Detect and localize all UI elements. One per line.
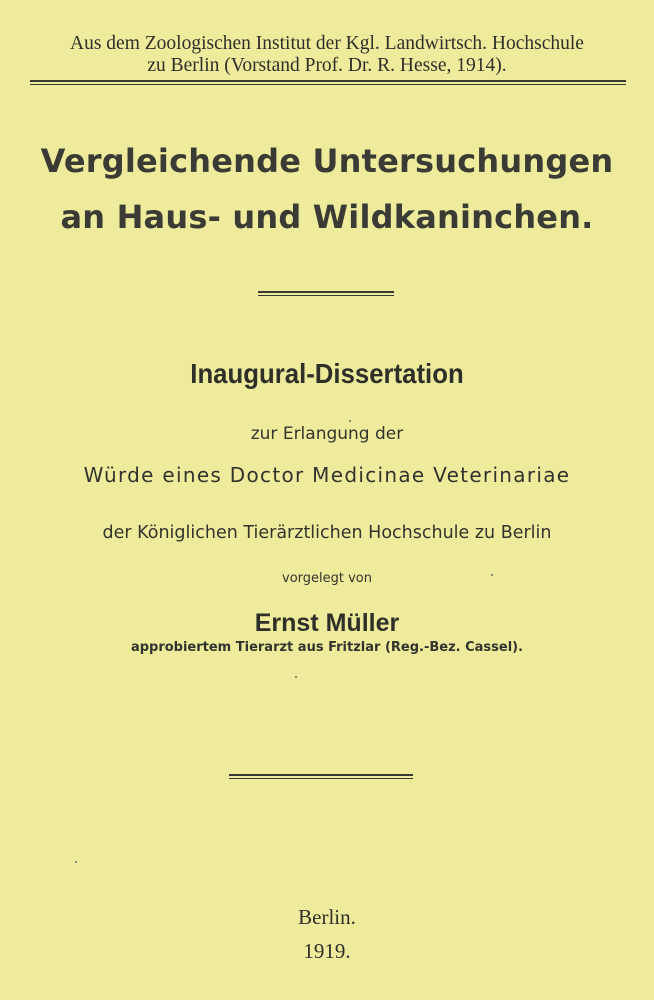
paper-speck: [295, 676, 297, 678]
degree-title: Würde eines Doctor Medicinae Veterinariae: [83, 463, 571, 487]
dissertation-label: Inaugural-Dissertation: [190, 358, 464, 389]
paper-speck: [349, 420, 351, 422]
submitted-by-label: vorgelegt von: [282, 571, 372, 586]
author-description: approbiertem Tierarzt aus Fritzlar (Reg.-Bez. Cassel).: [130, 640, 524, 655]
footer-separator-rule: [229, 774, 413, 779]
title-separator-rule: [258, 291, 394, 296]
imprint-year: 1919.: [303, 939, 351, 963]
header-institute-line-2: zu Berlin (Vorstand Prof. Dr. R. Hesse, 1914).: [147, 55, 507, 76]
main-title-line-1: Vergleichende Untersuchungen: [40, 142, 614, 180]
paper-speck: [491, 574, 493, 576]
main-title-line-2: an Haus- und Wildkaninchen.: [60, 198, 594, 236]
paper-speck: [75, 861, 77, 863]
imprint-place: Berlin.: [298, 905, 356, 929]
institution-line: der Königlichen Tierärztlichen Hochschule zu Berlin: [102, 523, 552, 543]
header-institute-line-1: Aus dem Zoologischen Institut der Kgl. Landwirtsch. Hochschule: [70, 33, 584, 54]
dissertation-purpose: zur Erlangung der: [250, 424, 404, 444]
header-double-rule: [30, 80, 626, 85]
author-name: Ernst Müller: [254, 609, 400, 637]
